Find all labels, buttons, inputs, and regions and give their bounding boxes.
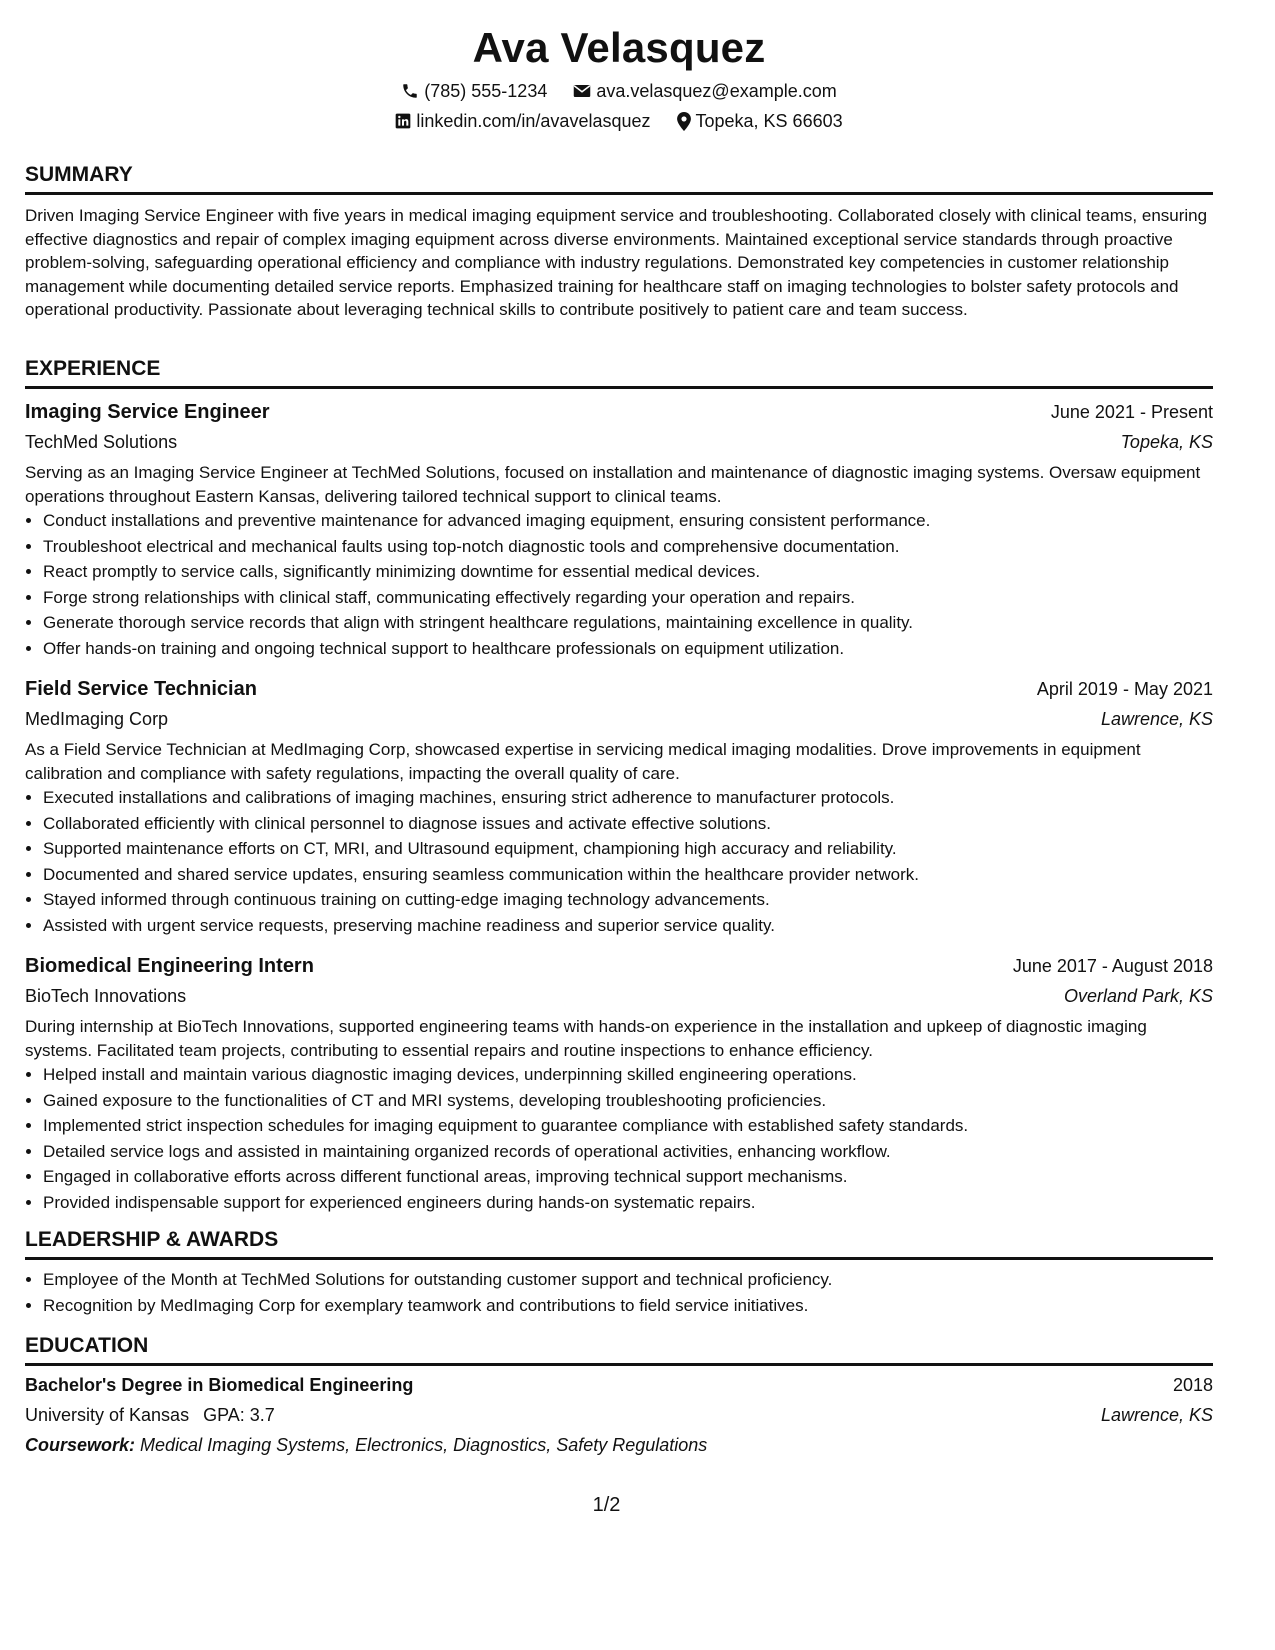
location-text: Topeka, KS 66603 [695, 111, 843, 131]
envelope-icon [573, 84, 591, 98]
job-company: MedImaging Corp [25, 709, 169, 729]
linkedin-icon [395, 113, 411, 129]
job-bullet: • Forge strong relationships with clinical staff, communicating effectively regarding your operation and repairs. [43, 585, 1213, 611]
gpa: GPA: 3.7 [203, 1405, 275, 1425]
candidate-name: Ava Velasquez [472, 24, 766, 71]
degree-title: Bachelor's Degree in Biomedical Engineering [25, 1375, 414, 1395]
job-bullet: • Assisted with urgent service requests, preserving machine readiness and superior service quality. [43, 913, 1213, 939]
phone-contact [401, 76, 547, 106]
job-bullet-list [25, 508, 1213, 661]
section-divider [25, 386, 1213, 389]
email-address[interactable]: ava.velasquez@example.com [596, 81, 837, 101]
job-bullet: • React promptly to service calls, significantly minimizing downtime for essential medical devices. [43, 559, 1213, 585]
job-bullet: • Implemented strict inspection schedules for imaging equipment to guarantee compliance with established safety standards. [43, 1113, 1213, 1139]
job-company: TechMed Solutions [25, 432, 178, 452]
job-bullet-list [25, 785, 1213, 938]
job-bullet: • Collaborated efficiently with clinical personnel to diagnose issues and activate effective solutions. [43, 811, 1213, 837]
job-dates: June 2021 - Present [1050, 402, 1213, 422]
summary-section [25, 162, 1213, 322]
linkedin-contact[interactable] [395, 106, 650, 136]
award-item: • Employee of the Month at TechMed Solutions for outstanding customer support and technical proficiency. [43, 1267, 1213, 1293]
school-location: Lawrence, KS [1100, 1405, 1213, 1425]
job-bullet: • Gained exposure to the functionalities of CT and MRI systems, developing troubleshooting proficiencies. [43, 1088, 1213, 1114]
job-bullet: • Documented and shared service updates, ensuring seamless communication within the healthcare provider network. [43, 862, 1213, 888]
job-description: As a Field Service Technician at MedImaging Corp, showcased expertise in servicing medical imaging modalities. Drove improvements in equipment calibration and compliance with safety regulations, impacting the overall quality of care. [25, 740, 1141, 783]
coursework-list: Medical Imaging Systems, Electronics, Diagnostics, Safety Regulations [140, 1435, 708, 1455]
job-entry [25, 674, 1213, 938]
phone-icon [401, 82, 419, 100]
job-description: Serving as an Imaging Service Engineer at TechMed Solutions, focused on installation and maintenance of diagnostic imaging systems. Oversaw equipment operations throughout Eastern Kansas, delivering tailored technical support to clinical teams. [25, 463, 1201, 506]
section-title-awards: LEADERSHIP & AWARDS [25, 1228, 279, 1251]
coursework [25, 1430, 1213, 1460]
job-bullet: • Generate thorough service records that align with stringent healthcare regulations, maintaining excellence in quality. [43, 610, 1213, 636]
job-bullet: • Engaged in collaborative efforts across different functional areas, improving technical support mechanisms. [43, 1164, 1213, 1190]
job-title: Field Service Technician [25, 678, 257, 700]
job-entry [25, 951, 1213, 1215]
job-bullet: • Supported maintenance efforts on CT, MRI, and Ultrasound equipment, championing high accuracy and reliability. [43, 836, 1213, 862]
job-bullet: • Provided indispensable support for experienced engineers during hands-on systematic repairs. [43, 1190, 1213, 1216]
job-bullet-list [25, 1062, 1213, 1215]
job-title: Imaging Service Engineer [25, 401, 270, 423]
job-description: During internship at BioTech Innovations, supported engineering teams with hands-on experience in the installation and upkeep of diagnostic imaging systems. Facilitated team projects, contributing to essential repairs and routine inspections to enhance efficiency. [25, 1017, 1147, 1060]
page-number: 1/2 [592, 1494, 621, 1516]
award-item: • Recognition by MedImaging Corp for exemplary teamwork and contributions to field service initiatives. [43, 1293, 1213, 1319]
email-contact[interactable] [573, 76, 836, 106]
job-bullet: • Troubleshoot electrical and mechanical faults using top-notch diagnostic tools and comprehensive documentation. [43, 534, 1213, 560]
job-location: Overland Park, KS [1063, 986, 1213, 1006]
contact-line-2 [25, 106, 1213, 136]
graduation-year: 2018 [1172, 1375, 1213, 1395]
coursework-label: Coursework: [25, 1435, 136, 1455]
contact-line-1 [25, 76, 1213, 106]
awards-list [25, 1267, 1213, 1318]
job-dates: June 2017 - August 2018 [1012, 956, 1213, 976]
school-name: University of Kansas [25, 1405, 190, 1425]
job-location: Lawrence, KS [1100, 709, 1213, 729]
job-bullet: • Conduct installations and preventive maintenance for advanced imaging equipment, ensuring consistent performance. [43, 508, 1213, 534]
job-title: Biomedical Engineering Intern [25, 955, 314, 977]
section-divider [25, 1363, 1213, 1366]
job-location: Topeka, KS [1120, 432, 1213, 452]
resume-page [25, 0, 1213, 1455]
job-entry [25, 397, 1213, 661]
section-title-summary: SUMMARY [25, 163, 133, 186]
section-title-experience: EXPERIENCE [25, 357, 161, 380]
awards-section [25, 1227, 1213, 1318]
job-bullet: • Detailed service logs and assisted in maintaining organized records of operational activities, enhancing workflow. [43, 1139, 1213, 1165]
school-info [25, 1401, 275, 1430]
experience-section [25, 356, 1213, 1215]
summary-text: Driven Imaging Service Engineer with five years in medical imaging equipment service and troubleshooting. Collaborated closely with clinical teams, ensuring effective diagnostics and repair of complex imaging equipment across diverse environments. Maintained exceptional service standards through proactive problem-solving, safeguarding operational efficiency and compliance with industry regulations. Demonstrated key competencies in customer relationship management while documenting detailed service reports. Emphasized training for healthcare staff on imaging technologies to bolster safety protocols and operational productivity. Passionate about leveraging technical skills to contribute positively to patient care and team success. [25, 206, 1208, 319]
job-bullet: • Helped install and maintain various diagnostic imaging devices, underpinning skilled engineering operations. [43, 1062, 1213, 1088]
job-bullet: • Stayed informed through continuous training on cutting-edge imaging technology advancements. [43, 887, 1213, 913]
linkedin-url[interactable]: linkedin.com/in/avavelasquez [416, 111, 651, 131]
job-bullet: • Offer hands-on training and ongoing technical support to healthcare professionals on equipment utilization. [43, 636, 1213, 662]
job-dates: April 2019 - May 2021 [1036, 679, 1213, 699]
map-marker-icon [677, 112, 691, 131]
section-divider [25, 1257, 1213, 1260]
location-contact [677, 106, 843, 136]
phone-number: (785) 555-1234 [424, 81, 548, 101]
education-section [25, 1333, 1213, 1460]
job-company: BioTech Innovations [25, 986, 187, 1006]
job-bullet: • Executed installations and calibrations of imaging machines, ensuring strict adherence to manufacturer protocols. [43, 785, 1213, 811]
section-divider [25, 192, 1213, 195]
section-title-education: EDUCATION [25, 1334, 149, 1357]
